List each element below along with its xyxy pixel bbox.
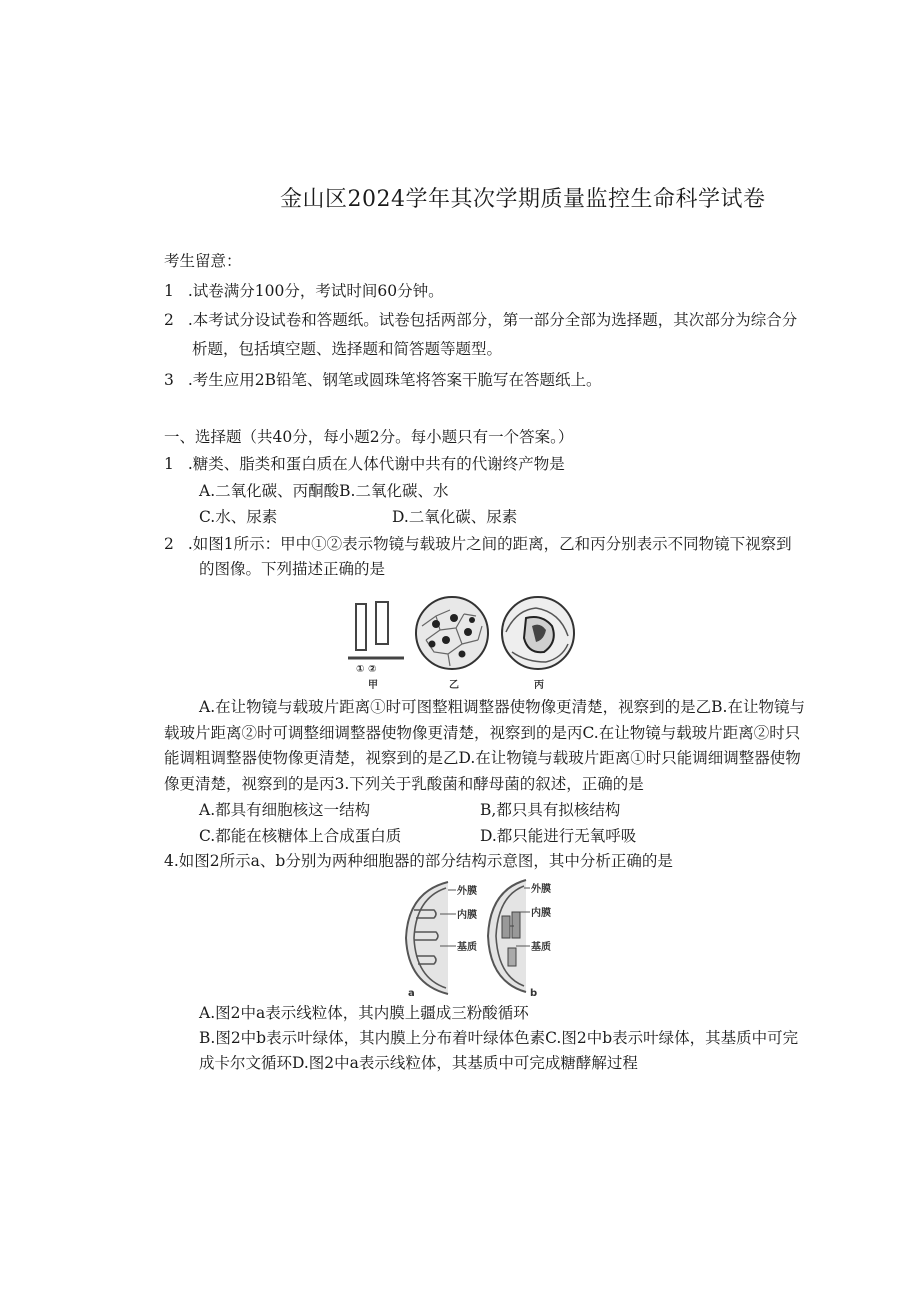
figure-2-organelle-a (406, 882, 477, 998)
figure-1 (346, 596, 578, 690)
page-title: 金山区2024学年其次学期质量监控生命科学试卷 (280, 187, 766, 212)
notice-item-text: .考生应用2B铅笔、钢笔或圆珠笔将答案干脆写在答题纸上。 (187, 371, 602, 389)
question-3-option-d: D.都只能进行无氧呼吸 (480, 827, 637, 845)
question-3-option-a: A.都具有细胞核这一结构 (199, 801, 371, 819)
notice-item-2-continued: 析题，包括填空题、选择题和简答题等题型。 (192, 340, 503, 358)
notice-item-3 (164, 370, 602, 390)
question-4-option-a: A.图2中a表示线粒体，其内膜上疆成三粉酸循环 (199, 1004, 529, 1022)
notice-heading: 考生留意： (164, 252, 242, 270)
figure-2-organelle-b (488, 880, 551, 998)
question-number: 1 (164, 455, 174, 473)
figure-1-label-bing: 丙 (534, 680, 544, 690)
question-text: .糖类、脂类和蛋白质在人体代谢中共有的代谢终产物是 (187, 455, 565, 473)
figure-2-b-inner-label: 内膜 (531, 908, 551, 919)
figure-1-label-jia: 甲 (368, 680, 378, 690)
question-3-option-b: B,都只具有拟核结构 (480, 801, 621, 819)
question-text: .如图1所示：甲中①②表示物镜与载玻片之间的距离，乙和丙分别表示不同物镜下视察到 (187, 535, 792, 553)
figure-1-distance-marks: ① ② (356, 664, 377, 675)
question-1-stem (164, 454, 565, 474)
figure-1-label-yi: 乙 (449, 680, 459, 690)
question-4-options-line-3: 成卡尔文循环D.图2中a表示线粒体，其基质中可完成糖酵解过程 (199, 1054, 638, 1072)
figure-2-b-outer-label: 外膜 (531, 884, 551, 895)
question-4-stem: 4.如图2所示a、b分别为两种细胞器的部分结构示意图，其中分析正确的是 (164, 852, 673, 870)
figure-2-a-matrix-label: 基质 (457, 942, 477, 953)
figure-1-view-bing (502, 597, 574, 690)
figure-2-a-outer-label: 外膜 (457, 886, 477, 897)
question-1-option-c: C.水、尿素 (199, 508, 278, 526)
question-2-stem-continued: 的图像。下列描述正确的是 (199, 560, 386, 578)
notice-item-number: 3 (164, 371, 174, 389)
question-1-options-ab: A.二氧化碳、丙酮酸B.二氧化碳、水 (199, 482, 449, 500)
notice-item-number: 1 (164, 282, 174, 300)
figure-2-a-inner-label: 内膜 (457, 910, 477, 921)
notice-item-1 (164, 281, 444, 301)
question-number: 2 (164, 535, 174, 553)
notice-item-number: 2 (164, 311, 174, 329)
notice-item-text: .试卷满分100分，考试时间60分钟。 (187, 282, 444, 300)
figure-2-b-matrix-label: 基质 (531, 942, 551, 953)
question-2-options-line-4: 像更清楚，视察到的是丙3.下列关于乳酸菌和酵母菌的叙述，正确的是 (164, 775, 644, 793)
figure-1-objective-diagram (348, 602, 404, 690)
question-4-options-line-2: B.图2中b表示叶绿体，其内膜上分布着叶绿体色素C.图2中b表示叶绿体，其基质中可完 (199, 1029, 799, 1047)
notice-item-2 (164, 310, 797, 330)
question-2-options-line-3: 能调粗调整器使物像更清楚，视察到的是乙D.在让物镜与载玻片距离①时只能调细调整器使物 (164, 749, 801, 767)
question-2-stem (164, 534, 792, 554)
question-2-options-line-1: A.在让物镜与载玻片距离①时可图整粗调整器使物像更清楚，视察到的是乙B.在让物镜与 (199, 698, 805, 716)
figure-2 (400, 876, 560, 998)
notice-item-text: .本考试分设试卷和答题纸。试卷包括两部分，第一部分全部为选择题，其次部分为综合分 (187, 311, 798, 329)
question-1-option-d: D.二氧化碳、尿素 (392, 508, 518, 526)
section-heading: 一、选择题（共40分，每小题2分。每小题只有一个答案。） (164, 428, 574, 446)
figure-2-label-a: a (408, 988, 415, 998)
figure-2-label-b: b (530, 988, 538, 998)
question-3-option-c: C.都能在核糖体上合成蛋白质 (199, 827, 402, 845)
question-2-options-line-2: 载玻片距离②时可调整细调整器使物像更清楚，视察到的是丙C.在让物镜与载玻片距离②时只 (164, 724, 801, 742)
figure-1-view-yi (416, 597, 488, 690)
